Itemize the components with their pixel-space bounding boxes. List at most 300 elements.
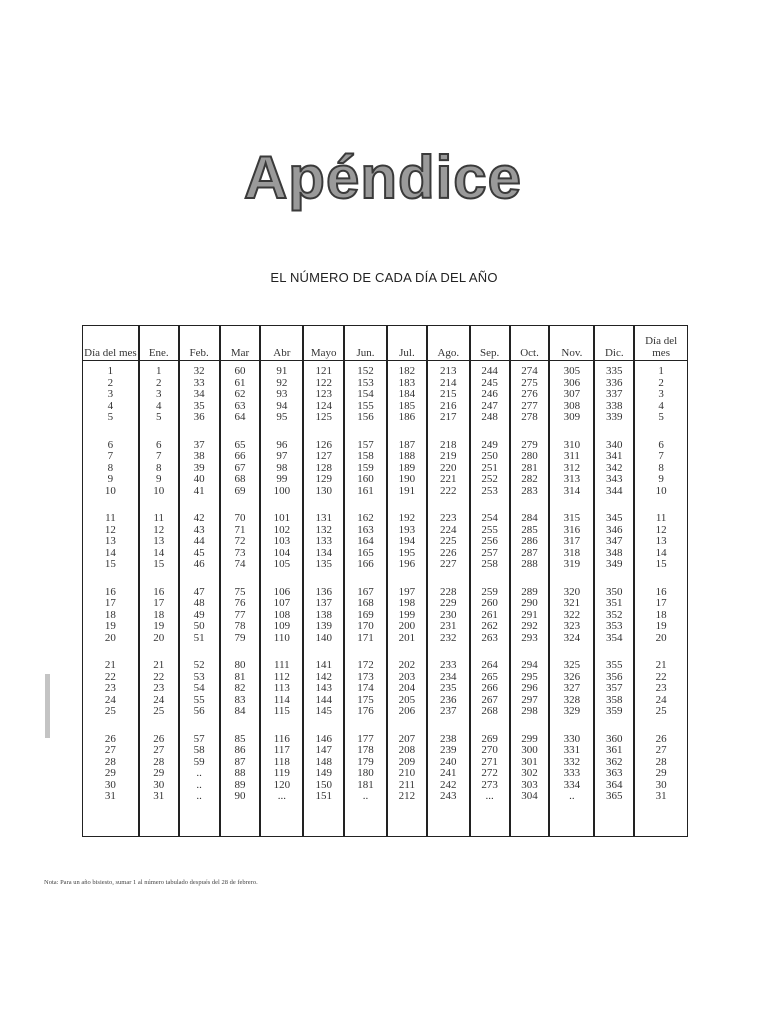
column-header: Oct.: [520, 347, 539, 359]
table-cell: 110: [273, 631, 290, 644]
table-cell: 341: [606, 450, 623, 462]
table-cell: 193: [398, 523, 416, 536]
table-cell: 128: [315, 461, 332, 474]
table-cell: 202: [398, 659, 416, 671]
table-cell: 317: [563, 535, 581, 547]
table-cell: 311: [563, 450, 580, 462]
table-cell: 11: [153, 512, 165, 524]
table-cell: 359: [606, 705, 623, 717]
table-cell: 121: [315, 365, 332, 377]
table-cell: 361: [606, 744, 623, 756]
table-cell: 281: [521, 461, 538, 474]
table-cell: 352: [606, 608, 623, 621]
table-cell: 26: [655, 732, 667, 745]
table-cell: 129: [315, 473, 332, 485]
table-cell: 243: [440, 790, 457, 802]
table-cell: 120: [273, 778, 291, 791]
table-cell: 49: [193, 608, 205, 621]
table-cell: 109: [273, 620, 291, 632]
table-cell: 9: [658, 473, 664, 485]
table-cell: 45: [193, 546, 205, 559]
table-column: [469, 326, 509, 836]
table-cell: 59: [193, 755, 205, 768]
table-cell: 12: [153, 523, 165, 536]
table-cell: 273: [481, 778, 498, 791]
table-cell: 138: [315, 608, 332, 621]
table-cell: 285: [521, 523, 538, 536]
table-cell: 348: [606, 546, 623, 559]
table-cell: 62: [234, 388, 246, 400]
table-cell: 152: [357, 365, 374, 377]
table-cell: 215: [440, 388, 457, 400]
table-cell: 251: [481, 461, 498, 474]
table-cell: 22: [655, 670, 667, 683]
table-cell: 79: [234, 631, 246, 644]
table-cell: 248: [481, 411, 498, 423]
table-cell: 19: [104, 620, 116, 632]
table-cell: 21: [153, 659, 165, 671]
table-cell: 319: [563, 558, 581, 570]
table-cell: 151: [315, 790, 332, 802]
table-cell: 136: [315, 585, 332, 598]
table-cell: 104: [273, 546, 291, 559]
table-cell: 242: [440, 778, 457, 791]
table-cell: 34: [193, 388, 205, 400]
page-title: Apéndice: [243, 144, 523, 211]
table-cell: 219: [440, 450, 457, 462]
table-cell: 87: [234, 755, 246, 768]
table-cell: 364: [606, 778, 623, 791]
table-cell: 25: [104, 705, 116, 717]
table-cell: 299: [521, 732, 538, 745]
table-cell: 209: [398, 755, 416, 768]
table-cell: 303: [521, 778, 538, 791]
table-cell: 247: [481, 399, 498, 412]
table-cell: 70: [234, 512, 246, 524]
table-cell: 123: [315, 388, 332, 400]
table-cell: 88: [234, 767, 246, 779]
table-cell: 4: [658, 399, 664, 412]
table-cell: 4: [107, 399, 114, 412]
table-cell: 28: [153, 755, 165, 768]
table-cell: 102: [273, 523, 291, 536]
table-cell: 342: [606, 461, 623, 474]
table-cell: 224: [440, 523, 457, 536]
table-cell: 101: [273, 512, 291, 524]
table-cell: 12: [104, 523, 116, 536]
table-cell: 144: [315, 693, 332, 706]
table-cell: 181: [357, 778, 374, 791]
table-cell: 51: [193, 631, 205, 644]
table-cell: 146: [315, 732, 332, 745]
table-cell: 68: [234, 473, 246, 485]
table-cell: 137: [315, 597, 332, 609]
table-cell: 182: [398, 365, 416, 377]
table-cell: 108: [273, 608, 291, 621]
table-cell: 225: [440, 535, 457, 547]
table-cell: 274: [521, 365, 538, 377]
table-cell: 228: [440, 585, 457, 598]
table-cell: 363: [606, 767, 623, 779]
table-cell: 30: [104, 778, 116, 791]
table-cell: 245: [481, 376, 498, 389]
table-cell: 222: [440, 484, 457, 497]
column-header: Día del mes: [84, 347, 137, 359]
table-cell: 10: [655, 484, 667, 497]
table-cell: 292: [521, 620, 538, 632]
table-cell: 333: [563, 767, 581, 779]
table-cell: 260: [481, 597, 498, 609]
table-cell: 15: [153, 558, 165, 570]
table-cell: 255: [481, 523, 498, 536]
table-cell: 77: [234, 608, 246, 621]
table-cell: 93: [276, 388, 288, 400]
table-cell: 347: [606, 535, 623, 547]
table-cell: 78: [234, 620, 246, 632]
table-cell: 75: [234, 585, 246, 598]
table-caption: EL NÚMERO DE CADA DÍA DEL AÑO: [270, 270, 498, 285]
table-cell: 99: [276, 473, 288, 485]
table-cell: 221: [440, 473, 457, 485]
table-cell: 81: [234, 670, 246, 683]
table-cell: 3: [658, 388, 664, 400]
table-cell: 19: [153, 620, 165, 632]
table-column: [219, 326, 260, 836]
table-cell: 236: [440, 693, 457, 706]
table-cell: 127: [315, 450, 332, 462]
table-cell: 272: [481, 767, 498, 779]
table-cell: 5: [107, 411, 114, 423]
table-cell: 198: [398, 597, 416, 609]
table-cell: 179: [357, 755, 374, 768]
table-cell: 19: [655, 620, 667, 632]
table-cell: 133: [315, 535, 332, 547]
table-cell: 37: [193, 438, 205, 451]
table-cell: 52: [193, 659, 205, 671]
table-cell: 325: [563, 659, 581, 671]
table-cell: 58: [193, 744, 205, 756]
table-cell: 105: [273, 558, 291, 570]
table-cell: 20: [655, 631, 667, 644]
table-cell: 316: [563, 523, 581, 536]
table-cell: 3: [107, 388, 114, 400]
table-cell: 328: [563, 693, 581, 706]
table-cell: 164: [357, 535, 374, 547]
table-cell: 357: [606, 682, 623, 694]
table-cell: 8: [156, 461, 162, 474]
table-cell: 71: [234, 523, 246, 536]
table-cell: 283: [521, 484, 538, 497]
table-cell: 16: [104, 585, 116, 598]
table-cell: 10: [153, 484, 165, 497]
table-cell: 11: [655, 512, 667, 524]
table-cell: 266: [481, 682, 498, 694]
column-header: Ene.: [148, 347, 169, 359]
table-cell: 132: [315, 523, 332, 536]
table-cell: 90: [234, 790, 246, 802]
table-column: [302, 326, 343, 836]
table-cell: 203: [398, 670, 416, 683]
table-cell: 23: [655, 682, 667, 694]
table-cell: 335: [606, 365, 623, 377]
column-header: Jun.: [356, 347, 375, 359]
table-cell: 28: [104, 755, 116, 768]
table-cell: 271: [481, 755, 498, 768]
table-cell: 254: [481, 512, 498, 524]
table-cell: 111: [273, 659, 290, 671]
table-cell: 21: [655, 659, 667, 671]
table-cell: 83: [234, 693, 246, 706]
table-cell: 122: [315, 376, 332, 389]
table-cell: 231: [440, 620, 457, 632]
table-cell: 279: [521, 438, 538, 451]
table-cell: 134: [315, 546, 332, 559]
table-cell: 73: [234, 546, 246, 559]
table-cell: 331: [563, 744, 581, 756]
table-cell: 306: [563, 376, 581, 389]
table-cell: 240: [440, 755, 457, 768]
table-cell: 80: [234, 659, 246, 671]
header-rule: [82, 360, 688, 361]
column-header: Dic.: [604, 347, 624, 359]
table-cell: 263: [481, 631, 498, 644]
table-cell: 358: [606, 693, 623, 706]
table-cell: 312: [563, 461, 581, 474]
table-cell: 284: [521, 512, 538, 524]
table-cell: 66: [234, 450, 246, 462]
table-cell: ...: [485, 790, 494, 802]
table-cell: 196: [398, 558, 416, 570]
table-cell: 226: [440, 546, 457, 559]
table-cell: 139: [315, 620, 332, 632]
table-cell: 24: [153, 693, 165, 706]
table-cell: 117: [273, 744, 290, 756]
table-cell: 118: [273, 755, 290, 768]
table-cell: 178: [357, 744, 374, 756]
table-cell: 298: [521, 705, 538, 717]
table-cell: 233: [440, 659, 457, 671]
table-cell: 354: [606, 631, 623, 644]
table-cell: 257: [481, 546, 498, 559]
table-cell: 14: [153, 546, 165, 559]
table-cell: 270: [481, 744, 498, 756]
table-cell: 320: [563, 585, 581, 598]
table-cell: 276: [521, 388, 538, 400]
table-cell: 96: [276, 438, 288, 451]
table-cell: 26: [153, 732, 165, 745]
table-cell: 14: [104, 546, 116, 559]
table-cell: 249: [481, 438, 498, 451]
table-cell: 171: [357, 631, 374, 644]
footnote: Nota: Para un año bisiesto, sumar 1 al número tabulado después del 28 de febrero.: [44, 879, 258, 886]
column-header: Nov.: [561, 347, 583, 359]
table-cell: 28: [655, 755, 667, 768]
table-cell: 1: [156, 365, 162, 377]
table-cell: 212: [398, 790, 416, 802]
table-cell: 288: [521, 558, 538, 570]
table-cell: 6: [658, 438, 664, 451]
table-cell: 17: [153, 597, 165, 609]
table-cell: 173: [357, 670, 374, 683]
table-cell: 4: [156, 399, 162, 412]
table-cell: 177: [357, 732, 374, 745]
table-column: [509, 326, 549, 836]
table-cell: 119: [273, 767, 290, 779]
table-cell: 6: [107, 438, 114, 451]
table-cell: 150: [315, 778, 332, 791]
table-cell: 29: [153, 767, 165, 779]
table-cell: 287: [521, 546, 538, 559]
table-column: [83, 326, 138, 836]
table-cell: 18: [153, 608, 165, 621]
table-cell: 5: [658, 411, 664, 423]
table-cell: 362: [606, 755, 623, 768]
table-cell: 210: [398, 767, 416, 779]
table-cell: 39: [193, 461, 205, 474]
table-cell: 154: [357, 388, 374, 400]
table-cell: 23: [104, 682, 116, 694]
table-cell: 180: [357, 767, 374, 779]
table-cell: 264: [481, 659, 498, 671]
table-cell: 326: [563, 670, 581, 683]
table-cell: 33: [193, 376, 205, 389]
table-cell: 114: [273, 693, 290, 706]
table-cell: 246: [481, 388, 498, 400]
table-cell: 74: [234, 558, 246, 570]
table-cell: 25: [153, 705, 165, 717]
table-cell: 22: [104, 670, 116, 683]
table-cell: 307: [563, 388, 581, 400]
table-cell: 42: [193, 512, 205, 524]
table-cell: 14: [655, 546, 667, 559]
table-cell: 156: [357, 411, 374, 423]
table-cell: 48: [193, 597, 205, 609]
column-header: Día del mes: [645, 335, 678, 359]
table-cell: 143: [315, 682, 332, 694]
table-cell: 13: [104, 535, 116, 547]
table-cell: 207: [398, 732, 416, 745]
table-column: [426, 326, 469, 836]
table-cell: 301: [521, 755, 538, 768]
table-cell: 17: [104, 597, 116, 609]
table-cell: 324: [563, 631, 581, 644]
table-cell: 89: [234, 778, 246, 791]
table-cell: 112: [273, 670, 290, 683]
table-column: [386, 326, 426, 836]
table-column: [138, 326, 178, 836]
table-cell: 13: [655, 535, 667, 547]
table-cell: 131: [315, 512, 332, 524]
table-column: [178, 326, 219, 836]
table-cell: 239: [440, 744, 457, 756]
table-cell: 30: [655, 778, 667, 791]
table-cell: 310: [563, 438, 581, 451]
table-cell: 20: [153, 631, 165, 644]
column-header: Ago.: [437, 347, 460, 359]
table-cell: 339: [606, 411, 623, 423]
table-cell: 94: [276, 399, 288, 412]
table-cell: ..: [196, 790, 202, 802]
table-cell: 26: [104, 732, 116, 745]
table-cell: 238: [440, 732, 457, 745]
table-cell: 140: [315, 631, 332, 644]
table-cell: 30: [153, 778, 165, 791]
table-cell: 300: [521, 744, 538, 756]
table-cell: 16: [655, 585, 667, 598]
table-cell: 235: [440, 682, 457, 694]
table-cell: 189: [398, 461, 416, 474]
table-cell: 297: [521, 693, 538, 706]
table-cell: 11: [105, 512, 116, 524]
table-cell: 206: [398, 705, 416, 717]
table-cell: 280: [521, 450, 538, 462]
table-cell: 253: [481, 484, 498, 497]
table-cell: 7: [658, 450, 664, 462]
table-cell: 69: [234, 484, 246, 497]
table-cell: 217: [440, 411, 457, 423]
table-cell: 100: [273, 484, 291, 497]
table-cell: 269: [481, 732, 498, 745]
table-cell: 98: [276, 461, 288, 474]
table-cell: 7: [107, 450, 114, 462]
table-cell: 125: [315, 411, 332, 423]
table-cell: 278: [521, 411, 538, 423]
table-cell: 227: [440, 558, 457, 570]
table-cell: 309: [563, 411, 581, 423]
table-cell: 67: [234, 461, 246, 474]
table-cell: 223: [440, 512, 457, 524]
column-header: Jul.: [399, 347, 415, 359]
table-cell: 185: [398, 399, 416, 412]
table-cell: 36: [193, 411, 205, 423]
table-cell: 338: [606, 399, 623, 412]
table-cell: 126: [315, 438, 332, 451]
table-cell: 302: [521, 767, 538, 779]
table-cell: 355: [606, 659, 623, 671]
table-cell: 346: [606, 523, 623, 536]
table-cell: 343: [606, 473, 623, 485]
table-cell: 268: [481, 705, 498, 717]
table-cell: 176: [357, 705, 374, 717]
table-cell: 158: [357, 450, 374, 462]
table-cell: 29: [104, 767, 116, 779]
table-cell: 6: [156, 438, 162, 451]
table-cell: 168: [357, 597, 374, 609]
table-cell: 18: [655, 608, 667, 621]
table-cell: 97: [276, 450, 288, 462]
table-cell: 23: [153, 682, 165, 694]
table-cell: 31: [153, 790, 165, 802]
table-cell: 92: [276, 376, 288, 389]
table-cell: 183: [398, 376, 416, 389]
table-cell: 175: [357, 693, 374, 706]
table-cell: 38: [193, 450, 205, 462]
table-cell: 197: [398, 585, 416, 598]
table-cell: 50: [193, 620, 205, 632]
table-cell: 2: [156, 376, 162, 389]
table-cell: 188: [398, 450, 416, 462]
table-cell: 115: [273, 705, 290, 717]
table-cell: 22: [153, 670, 165, 683]
table-cell: 332: [563, 755, 581, 768]
table-cell: 32: [193, 365, 205, 377]
table-cell: 244: [481, 365, 498, 377]
table-cell: 166: [357, 558, 374, 570]
table-cell: 250: [481, 450, 498, 462]
table-cell: 24: [104, 693, 116, 706]
table-cell: 145: [315, 705, 332, 717]
table-cell: 289: [521, 585, 538, 598]
